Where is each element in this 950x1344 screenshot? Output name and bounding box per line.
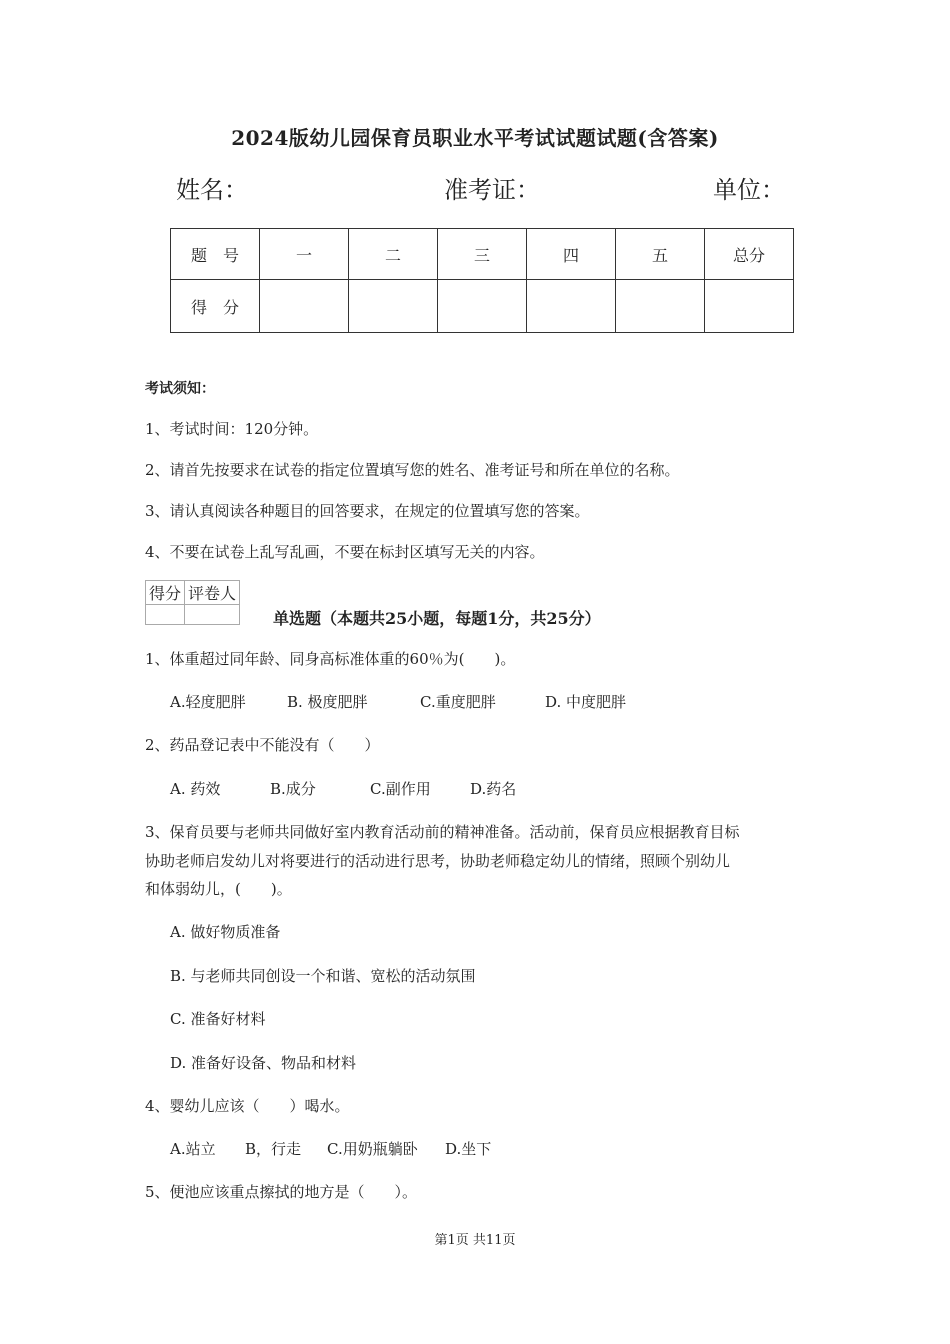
question-stem-line: 3、保育员要与老师共同做好室内教育活动前的精神准备。活动前，保育员应根据教育目标 (145, 823, 740, 841)
option: C.重度肥胖 (420, 693, 496, 711)
score-cell (349, 280, 438, 333)
option: B，行走 (245, 1140, 302, 1158)
score-header-cell: 二 (349, 229, 438, 280)
option: A.站立 (170, 1140, 216, 1158)
question-stem: 5、便池应该重点擦拭的地方是（ ）。 (145, 1183, 418, 1201)
option: B. 极度肥胖 (287, 693, 368, 711)
page-title: 2024版幼儿园保育员职业水平考试试题试题(含答案) (231, 126, 719, 150)
grader-name-cell (185, 605, 240, 625)
score-table-score-row (171, 280, 794, 333)
unit-field-label: 单位： (713, 176, 785, 204)
option: D.药名 (470, 780, 517, 798)
score-cell (438, 280, 527, 333)
score-table-header-row (171, 229, 794, 280)
grader-score-label: 得分 (146, 581, 185, 605)
score-cell (616, 280, 705, 333)
score-cell (527, 280, 616, 333)
exam-number-field-label: 准考证： (444, 176, 540, 204)
section-title: 单选题（本题共25小题，每题1分，共25分） (273, 609, 601, 628)
grader-box (145, 580, 240, 625)
score-cell (260, 280, 349, 333)
notice-item: 1、考试时间：120分钟。 (145, 420, 319, 438)
option: D. 中度肥胖 (545, 693, 627, 711)
option: C. 准备好材料 (170, 1010, 266, 1028)
option: B. 与老师共同创设一个和谐、宽松的活动氛围 (170, 967, 476, 985)
question-stem-line: 和体弱幼儿，( )。 (145, 880, 292, 898)
score-header-cell: 四 (527, 229, 616, 280)
option: A.轻度肥胖 (170, 693, 246, 711)
notice-item: 3、请认真阅读各种题目的回答要求，在规定的位置填写您的答案。 (145, 502, 590, 520)
page-footer: 第1页 共11页 (434, 1233, 516, 1248)
name-field-label: 姓名： (176, 176, 248, 204)
score-table (170, 228, 794, 333)
score-row-label: 得 分 (171, 280, 260, 333)
option: D.坐下 (445, 1140, 492, 1158)
notice-item: 2、请首先按要求在试卷的指定位置填写您的姓名、准考证号和所在单位的名称。 (145, 461, 680, 479)
option: A. 药效 (170, 780, 221, 798)
option: C.副作用 (370, 780, 431, 798)
option: B.成分 (270, 780, 316, 798)
question-stem: 1、体重超过同年龄、同身高标准体重的60％为( )。 (145, 650, 516, 668)
question-stem: 2、药品登记表中不能没有（ ） (145, 736, 380, 754)
question-stem: 4、婴幼儿应该（ ）喝水。 (145, 1097, 350, 1115)
option: A. 做好物质准备 (170, 923, 281, 941)
score-cell (705, 280, 794, 333)
option: C.用奶瓶躺卧 (327, 1140, 418, 1158)
score-header-cell: 五 (616, 229, 705, 280)
score-header-cell: 总分 (705, 229, 794, 280)
notice-item: 4、不要在试卷上乱写乱画，不要在标封区填写无关的内容。 (145, 543, 545, 561)
score-header-cell: 三 (438, 229, 527, 280)
notice-title: 考试须知： (145, 381, 215, 397)
question-stem-line: 协助老师启发幼儿对将要进行的活动进行思考，协助老师稳定幼儿的情绪，照顾个别幼儿 (145, 852, 731, 870)
option: D. 准备好设备、物品和材料 (170, 1054, 357, 1072)
grader-score-cell (146, 605, 185, 625)
score-header-cell: 一 (260, 229, 349, 280)
grader-name-label: 评卷人 (185, 581, 240, 605)
score-header-cell: 题 号 (171, 229, 260, 280)
